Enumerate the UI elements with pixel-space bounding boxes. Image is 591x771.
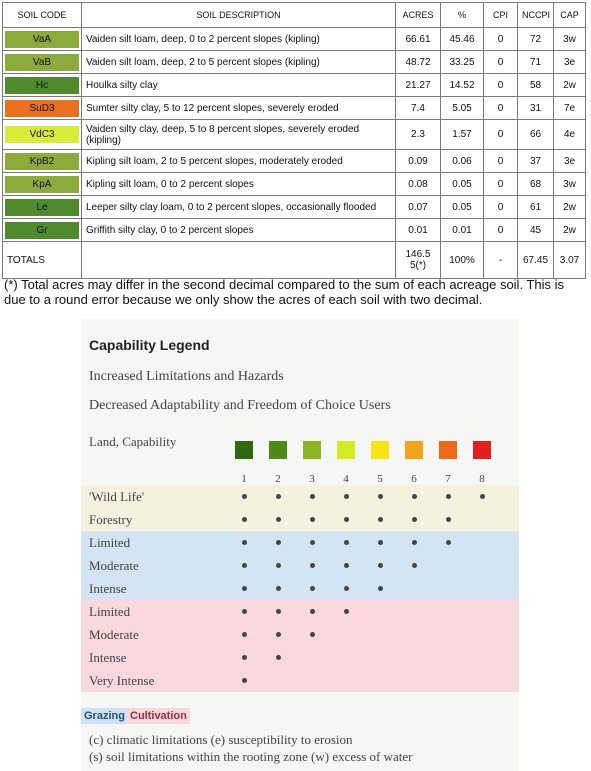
soil-desc-cell: Leeper silty clay loam, 0 to 2 percent slopes, occasionally flooded: [82, 196, 396, 219]
suitability-dot: [276, 609, 281, 614]
legend-note-soil: (s) soil limitations within the rooting zone (w) excess of water: [89, 749, 413, 764]
table-row: [3, 74, 586, 97]
table-row: [3, 173, 586, 196]
table-row: [3, 51, 586, 74]
totals-cap: 3.07: [554, 242, 586, 279]
totals-description: [82, 242, 396, 279]
totals-nccpi: 67.45: [518, 242, 554, 279]
soil-acres-cell: 66.61: [396, 28, 441, 51]
soil-code-cell: [3, 150, 82, 173]
soil-table-body: [3, 28, 586, 242]
soil-desc-cell: Vaiden silt loam, deep, 0 to 2 percent slopes (kipling): [82, 28, 396, 51]
suitability-dot: [276, 517, 281, 522]
soil-pct-cell: 33.25: [441, 51, 484, 74]
suitability-dot: [242, 632, 247, 637]
soil-nccpi-cell: 37: [518, 150, 554, 173]
suitability-dot: [344, 540, 349, 545]
totals-percent: 100%: [441, 242, 484, 279]
use-row-grazing-moderate: [81, 554, 519, 577]
use-label: 'Wild Life': [89, 489, 145, 504]
legend-title: Capability Legend: [89, 337, 210, 353]
suitability-dot: [310, 494, 315, 499]
capability-class-3-number: 3: [309, 473, 315, 485]
capability-class-6-number: 6: [411, 473, 417, 485]
use-row-grazing-limited: [81, 531, 519, 554]
cultivation-tag: Cultivation: [127, 708, 190, 724]
soil-code-cell: [3, 120, 82, 150]
use-row-none-wild-life: [81, 485, 519, 508]
soil-code-cell: [3, 28, 82, 51]
header-soil-description: SOIL DESCRIPTION: [82, 3, 396, 28]
soil-cpi-cell: 0: [484, 150, 518, 173]
use-row-cultivation-very-intense: [81, 669, 519, 692]
suitability-dot: [276, 494, 281, 499]
suitability-dot: [310, 517, 315, 522]
use-row-cultivation-intense: [81, 646, 519, 669]
suitability-dot: [412, 517, 417, 522]
table-row: [3, 150, 586, 173]
table-row: [3, 219, 586, 242]
table-row: [3, 196, 586, 219]
soil-desc-cell: Vaiden silty clay, deep, 5 to 8 percent slopes, severely eroded (kipling): [82, 120, 396, 150]
suitability-dot: [310, 609, 315, 614]
soil-acres-cell: 48.72: [396, 51, 441, 74]
suitability-dot: [276, 586, 281, 591]
soil-table: [2, 2, 586, 279]
use-label: Forestry: [89, 512, 133, 527]
capability-class-8-number: 8: [479, 473, 485, 485]
table-row: [3, 28, 586, 51]
header-acres: ACRES: [396, 3, 441, 28]
suitability-dot: [310, 586, 315, 591]
land-capability-label: Land, Capability: [89, 434, 177, 449]
soil-desc-cell: Kipling silt loam, 0 to 2 percent slopes: [82, 173, 396, 196]
soil-nccpi-cell: 68: [518, 173, 554, 196]
suitability-dot: [344, 586, 349, 591]
table-header-row: [3, 3, 586, 28]
soil-code-badge: SuD3: [5, 100, 79, 117]
legend-limitations-line: Increased Limitations and Hazards: [89, 369, 284, 384]
soil-cap-cell: 2w: [554, 196, 586, 219]
soil-nccpi-cell: 71: [518, 51, 554, 74]
suitability-dot: [276, 655, 281, 660]
soil-cpi-cell: 0: [484, 97, 518, 120]
soil-cpi-cell: 0: [484, 74, 518, 97]
use-label: Very Intense: [89, 673, 155, 688]
soil-desc-cell: Houlka silty clay: [82, 74, 396, 97]
suitability-dot: [378, 517, 383, 522]
soil-cap-cell: 2w: [554, 219, 586, 242]
suitability-dot: [446, 517, 451, 522]
soil-code-cell: [3, 219, 82, 242]
suitability-dot: [242, 586, 247, 591]
suitability-dot: [344, 609, 349, 614]
capability-class-5-number: 5: [377, 473, 383, 485]
use-row-cultivation-limited: [81, 600, 519, 623]
use-row-cultivation-moderate: [81, 623, 519, 646]
use-label: Moderate: [89, 558, 139, 573]
soil-acres-cell: 2.3: [396, 120, 441, 150]
capability-class-8-swatch: [473, 441, 491, 459]
suitability-dot: [242, 517, 247, 522]
suitability-dot: [378, 563, 383, 568]
soil-pct-cell: 45.46: [441, 28, 484, 51]
use-row-none-forestry: [81, 508, 519, 531]
use-label: Moderate: [89, 627, 139, 642]
suitability-dot: [242, 540, 247, 545]
suitability-dot: [412, 494, 417, 499]
suitability-dot: [310, 563, 315, 568]
soil-acres-cell: 0.01: [396, 219, 441, 242]
suitability-dot: [242, 494, 247, 499]
soil-nccpi-cell: 58: [518, 74, 554, 97]
capability-class-6-swatch: [405, 441, 423, 459]
suitability-dot: [378, 494, 383, 499]
grazing-tag: Grazing: [81, 708, 128, 724]
suitability-dot: [344, 494, 349, 499]
totals-acres: [396, 242, 441, 279]
soil-acres-cell: 0.09: [396, 150, 441, 173]
soil-code-badge: Gr: [5, 222, 79, 239]
soil-code-badge: Le: [5, 199, 79, 216]
totals-row: [3, 242, 586, 279]
table-row: [3, 97, 586, 120]
header-nccpi: NCCPI: [518, 3, 554, 28]
soil-pct-cell: 0.06: [441, 150, 484, 173]
soil-cpi-cell: 0: [484, 51, 518, 74]
soil-cap-cell: 3w: [554, 173, 586, 196]
soil-code-cell: [3, 51, 82, 74]
suitability-dot: [310, 632, 315, 637]
soil-nccpi-cell: 61: [518, 196, 554, 219]
soil-desc-cell: Sumter silty clay, 5 to 12 percent slopes, severely eroded: [82, 97, 396, 120]
header-cap: CAP: [554, 3, 586, 28]
soil-pct-cell: 0.05: [441, 173, 484, 196]
soil-code-badge: Hc: [5, 77, 79, 94]
suitability-dot: [378, 586, 383, 591]
suitability-dot: [276, 563, 281, 568]
soil-acres-cell: 0.07: [396, 196, 441, 219]
use-label: Intense: [89, 650, 127, 665]
capability-class-7-number: 7: [445, 473, 451, 485]
acreage-footnote: (*) Total acres may differ in the second decimal compared to the sum of each acreage soil. This is due to a round error because we only show the acres of each soil with two decimal.: [4, 277, 564, 307]
soil-acres-cell: 21.27: [396, 74, 441, 97]
suitability-dot: [480, 494, 485, 499]
soil-code-cell: [3, 196, 82, 219]
soil-nccpi-cell: 72: [518, 28, 554, 51]
totals-label: TOTALS: [3, 242, 82, 279]
capability-class-3-swatch: [303, 441, 321, 459]
soil-cap-cell: 3e: [554, 150, 586, 173]
soil-pct-cell: 0.01: [441, 219, 484, 242]
header-cpi: CPI: [484, 3, 518, 28]
soil-pct-cell: 14.52: [441, 74, 484, 97]
use-label: Intense: [89, 581, 127, 596]
suitability-dot: [276, 632, 281, 637]
header-soil-code: SOIL CODE: [3, 3, 82, 28]
soil-acres-cell: 7.4: [396, 97, 441, 120]
legend-note-climatic: (c) climatic limitations (e) susceptibility to erosion: [89, 732, 353, 747]
soil-cpi-cell: 0: [484, 219, 518, 242]
soil-cpi-cell: 0: [484, 196, 518, 219]
soil-cpi-cell: 0: [484, 173, 518, 196]
use-label: Limited: [89, 604, 131, 619]
capability-class-2-swatch: [269, 441, 287, 459]
soil-nccpi-cell: 31: [518, 97, 554, 120]
suitability-dot: [412, 563, 417, 568]
soil-acres-cell: 0.08: [396, 173, 441, 196]
suitability-dot: [242, 609, 247, 614]
soil-code-badge: VdC3: [5, 126, 79, 143]
soil-code-badge: KpA: [5, 176, 79, 193]
soil-code-cell: [3, 74, 82, 97]
table-row: [3, 120, 586, 150]
soil-nccpi-cell: 66: [518, 120, 554, 150]
capability-class-2-number: 2: [275, 473, 281, 485]
use-row-grazing-intense: [81, 577, 519, 600]
soil-code-badge: VaB: [5, 54, 79, 71]
suitability-dot: [344, 517, 349, 522]
soil-cpi-cell: 0: [484, 120, 518, 150]
suitability-dot: [446, 540, 451, 545]
capability-class-1-number: 1: [241, 473, 247, 485]
suitability-dot: [242, 655, 247, 660]
capability-class-4-swatch: [337, 441, 355, 459]
soil-desc-cell: Kipling silt loam, 2 to 5 percent slopes, moderately eroded: [82, 150, 396, 173]
soil-pct-cell: 1.57: [441, 120, 484, 150]
soil-code-cell: [3, 173, 82, 196]
suitability-dot: [242, 678, 247, 683]
soil-cap-cell: 3w: [554, 28, 586, 51]
totals-acres-line1: 146.5: [405, 249, 431, 260]
capability-class-1-swatch: [235, 441, 253, 459]
soil-cap-cell: 2w: [554, 74, 586, 97]
capability-legend: [81, 319, 519, 771]
soil-cpi-cell: 0: [484, 28, 518, 51]
capability-class-5-swatch: [371, 441, 389, 459]
suitability-dot: [412, 540, 417, 545]
soil-pct-cell: 0.05: [441, 196, 484, 219]
totals-acres-line2: 5(*): [409, 260, 427, 271]
soil-cap-cell: 4e: [554, 120, 586, 150]
suitability-dot: [446, 494, 451, 499]
soil-pct-cell: 5.05: [441, 97, 484, 120]
soil-code-cell: [3, 97, 82, 120]
suitability-dot: [242, 563, 247, 568]
totals-cpi: -: [484, 242, 518, 279]
soil-desc-cell: Vaiden silt loam, deep, 2 to 5 percent slopes (kipling): [82, 51, 396, 74]
use-label: Limited: [89, 535, 131, 550]
suitability-dot: [378, 540, 383, 545]
soil-cap-cell: 3e: [554, 51, 586, 74]
capability-class-4-number: 4: [343, 473, 349, 485]
soil-nccpi-cell: 45: [518, 219, 554, 242]
soil-desc-cell: Griffith silty clay, 0 to 2 percent slopes: [82, 219, 396, 242]
header-percent: %: [441, 3, 484, 28]
capability-class-7-swatch: [439, 441, 457, 459]
soil-code-badge: KpB2: [5, 153, 79, 170]
legend-adaptability-line: Decreased Adaptability and Freedom of Choice Users: [89, 398, 391, 413]
suitability-dot: [276, 540, 281, 545]
suitability-dot: [310, 540, 315, 545]
soil-code-badge: VaA: [5, 31, 79, 48]
suitability-dot: [344, 563, 349, 568]
soil-cap-cell: 7e: [554, 97, 586, 120]
